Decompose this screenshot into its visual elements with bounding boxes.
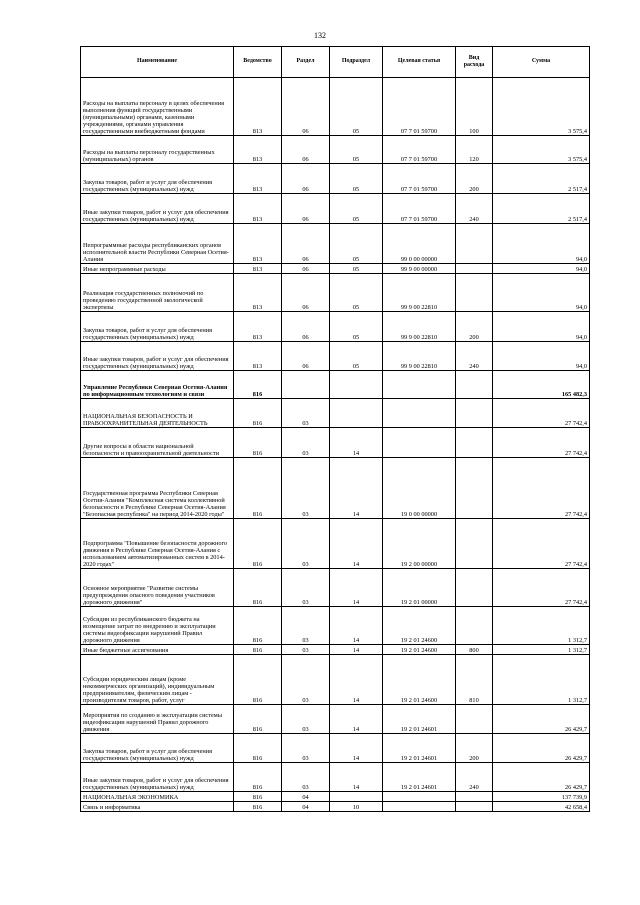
table-row — [81, 371, 590, 399]
row-amount: 2 517,4 — [493, 194, 590, 224]
row-subsection: 05 — [330, 194, 383, 224]
row-target-item: 19 2 01 24601 — [383, 763, 456, 792]
row-name: Иные закупки товаров, работ и услуг для обеспечения государственных (муниципальных) нужд — [81, 763, 234, 792]
row-expense-type: 200 — [456, 734, 493, 763]
row-subsection — [330, 371, 383, 399]
row-expense-type: 810 — [456, 655, 493, 705]
row-section — [282, 371, 330, 399]
row-section: 03 — [282, 734, 330, 763]
row-subsection: 14 — [330, 428, 383, 458]
row-section: 06 — [282, 136, 330, 164]
row-expense-type: 200 — [456, 312, 493, 342]
row-department: 816 — [234, 569, 282, 607]
row-target-item: 99 9 00 22810 — [383, 312, 456, 342]
row-target-item: 99 9 00 22810 — [383, 274, 456, 312]
row-name: НАЦИОНАЛЬНАЯ БЕЗОПАСНОСТЬ И ПРАВООХРАНИТЕЛЬНАЯ ДЕЯТЕЛЬНОСТЬ — [81, 399, 234, 428]
row-subsection: 14 — [330, 458, 383, 519]
row-name: Закупка товаров, работ и услуг для обеспечения государственных (муниципальных) нужд — [81, 164, 234, 194]
row-name: Иные бюджетные ассигнования — [81, 645, 234, 655]
header-department: Ведомство — [234, 47, 282, 78]
table-header — [81, 47, 590, 78]
row-expense-type: 100 — [456, 78, 493, 136]
row-section: 03 — [282, 569, 330, 607]
row-name: Государственная программа Республики Северная Осетия-Алания "Комплексная система коллективной безопасности в Республике Северная Осетия-Алания "Безопасная республика" на период 2014-2020 годы" — [81, 458, 234, 519]
row-subsection: 05 — [330, 342, 383, 371]
row-amount: 94,0 — [493, 274, 590, 312]
row-section: 04 — [282, 802, 330, 812]
row-target-item: 19 2 01 24600 — [383, 607, 456, 645]
row-amount: 26 429,7 — [493, 705, 590, 734]
row-section: 06 — [282, 342, 330, 371]
row-department: 816 — [234, 763, 282, 792]
row-name: Другие вопросы в области национальной безопасности и правоохранительной деятельности — [81, 428, 234, 458]
row-name: Реализация государственных полномочий по проведению государственной экологической экспертизы — [81, 274, 234, 312]
row-subsection: 05 — [330, 224, 383, 264]
row-subsection: 14 — [330, 645, 383, 655]
row-department: 813 — [234, 164, 282, 194]
table-row — [81, 399, 590, 428]
row-amount: 94,0 — [493, 224, 590, 264]
row-subsection: 14 — [330, 519, 383, 569]
row-expense-type — [456, 458, 493, 519]
row-amount: 165 482,3 — [493, 371, 590, 399]
row-department: 816 — [234, 458, 282, 519]
row-subsection — [330, 399, 383, 428]
row-expense-type — [456, 399, 493, 428]
page-number: 132 — [314, 31, 326, 40]
row-amount: 26 429,7 — [493, 734, 590, 763]
row-target-item — [383, 792, 456, 802]
table-row — [81, 792, 590, 802]
row-name: Расходы на выплаты персоналу государственных (муниципальных) органов — [81, 136, 234, 164]
table-row — [81, 224, 590, 264]
row-section: 03 — [282, 428, 330, 458]
row-department: 816 — [234, 645, 282, 655]
row-subsection: 14 — [330, 569, 383, 607]
row-subsection: 14 — [330, 607, 383, 645]
row-section: 06 — [282, 274, 330, 312]
row-name: Субсидии юридическим лицам (кроме некоммерческих организаций), индивидуальным предпринимателям, физическим лицам - производителям товаров, работ, услуг — [81, 655, 234, 705]
row-department: 813 — [234, 136, 282, 164]
row-department: 816 — [234, 399, 282, 428]
row-name: Иные непрограммные расходы — [81, 264, 234, 274]
row-subsection: 14 — [330, 655, 383, 705]
row-amount: 42 658,4 — [493, 802, 590, 812]
table-row — [81, 569, 590, 607]
row-amount: 27 742,4 — [493, 428, 590, 458]
table-row — [81, 763, 590, 792]
table-row — [81, 78, 590, 136]
header-subsection: Подраздел — [330, 47, 383, 78]
row-expense-type — [456, 224, 493, 264]
table-row — [81, 342, 590, 371]
table-row — [81, 607, 590, 645]
table-row — [81, 734, 590, 763]
row-department: 816 — [234, 734, 282, 763]
table-row — [81, 705, 590, 734]
row-section: 03 — [282, 645, 330, 655]
row-target-item: 19 2 00 00000 — [383, 519, 456, 569]
row-department: 816 — [234, 371, 282, 399]
table-row — [81, 428, 590, 458]
row-target-item: 99 9 00 00000 — [383, 264, 456, 274]
row-name: Закупка товаров, работ и услуг для обеспечения государственных (муниципальных) нужд — [81, 312, 234, 342]
row-department: 816 — [234, 705, 282, 734]
row-amount: 1 312,7 — [493, 655, 590, 705]
row-expense-type — [456, 802, 493, 812]
row-department: 813 — [234, 274, 282, 312]
row-target-item: 99 9 00 22810 — [383, 342, 456, 371]
row-expense-type — [456, 264, 493, 274]
row-expense-type: 240 — [456, 763, 493, 792]
row-expense-type — [456, 519, 493, 569]
row-expense-type: 200 — [456, 164, 493, 194]
row-expense-type: 240 — [456, 194, 493, 224]
table-row — [81, 802, 590, 812]
row-expense-type: 800 — [456, 645, 493, 655]
header-expense-type: Вид расхода — [456, 47, 493, 78]
header-target-item: Целевая статья — [383, 47, 456, 78]
table-row — [81, 194, 590, 224]
row-name: Связь и информатика — [81, 802, 234, 812]
header-amount: Сумма — [493, 47, 590, 78]
row-amount: 1 312,7 — [493, 645, 590, 655]
row-target-item: 07 7 01 59700 — [383, 194, 456, 224]
row-subsection: 05 — [330, 136, 383, 164]
row-target-item — [383, 802, 456, 812]
row-department: 816 — [234, 519, 282, 569]
row-target-item — [383, 428, 456, 458]
row-section: 03 — [282, 519, 330, 569]
row-department: 816 — [234, 802, 282, 812]
row-amount: 94,0 — [493, 342, 590, 371]
row-subsection — [330, 792, 383, 802]
row-expense-type — [456, 274, 493, 312]
table-row — [81, 136, 590, 164]
row-amount: 3 575,4 — [493, 78, 590, 136]
table-row — [81, 274, 590, 312]
row-expense-type — [456, 371, 493, 399]
row-department: 816 — [234, 428, 282, 458]
row-target-item: 19 2 01 24600 — [383, 655, 456, 705]
row-section: 03 — [282, 458, 330, 519]
row-amount: 27 742,4 — [493, 519, 590, 569]
row-target-item: 07 7 01 59700 — [383, 164, 456, 194]
row-amount: 94,0 — [493, 264, 590, 274]
row-section: 06 — [282, 194, 330, 224]
budget-table — [80, 46, 590, 812]
row-subsection: 14 — [330, 763, 383, 792]
row-amount: 1 312,7 — [493, 607, 590, 645]
row-expense-type: 240 — [456, 342, 493, 371]
row-section: 03 — [282, 655, 330, 705]
row-amount: 27 742,4 — [493, 569, 590, 607]
table-row — [81, 519, 590, 569]
row-target-item: 07 7 01 59700 — [383, 78, 456, 136]
row-expense-type — [456, 569, 493, 607]
table-row — [81, 312, 590, 342]
row-amount: 2 517,4 — [493, 164, 590, 194]
row-section: 06 — [282, 224, 330, 264]
row-amount: 137 739,9 — [493, 792, 590, 802]
row-subsection: 10 — [330, 802, 383, 812]
row-target-item: 19 2 01 24601 — [383, 705, 456, 734]
row-amount: 27 742,4 — [493, 399, 590, 428]
row-section: 03 — [282, 607, 330, 645]
row-department: 813 — [234, 264, 282, 274]
row-section: 04 — [282, 792, 330, 802]
row-target-item: 99 0 00 00000 — [383, 224, 456, 264]
row-name: Подпрограмма "Повышение безопасности дорожного движения в Республике Северная Осетия-Алания с использованием автоматизированных систем в 2014-2020 годах" — [81, 519, 234, 569]
row-target-item: 19 2 01 24601 — [383, 734, 456, 763]
row-subsection: 14 — [330, 705, 383, 734]
row-name: Основное мероприятие "Развитие системы предупреждения опасного поведения участников дорожного движения" — [81, 569, 234, 607]
row-amount: 27 742,4 — [493, 458, 590, 519]
row-expense-type: 120 — [456, 136, 493, 164]
table-row — [81, 264, 590, 274]
row-department: 813 — [234, 194, 282, 224]
header-name: Наименование — [81, 47, 234, 78]
row-subsection: 05 — [330, 312, 383, 342]
row-section: 03 — [282, 763, 330, 792]
row-department: 813 — [234, 78, 282, 136]
row-expense-type — [456, 607, 493, 645]
row-expense-type — [456, 792, 493, 802]
row-section: 06 — [282, 164, 330, 194]
row-target-item — [383, 371, 456, 399]
row-amount: 26 429,7 — [493, 763, 590, 792]
row-section: 03 — [282, 399, 330, 428]
row-name: Управление Республики Северная Осетия-Алания по информационным технологиям и связи — [81, 371, 234, 399]
row-subsection: 05 — [330, 274, 383, 312]
row-expense-type — [456, 705, 493, 734]
row-department: 816 — [234, 792, 282, 802]
row-target-item: 19 0 00 00000 — [383, 458, 456, 519]
row-amount: 94,0 — [493, 312, 590, 342]
row-department: 816 — [234, 607, 282, 645]
row-name: Расходы на выплаты персоналу в целях обеспечения выполнения функций государственными (муниципальными) органами, казенными учреждениями, органами управления государственными внебюджетными фондами — [81, 78, 234, 136]
row-expense-type — [456, 428, 493, 458]
row-department: 813 — [234, 342, 282, 371]
row-department: 813 — [234, 224, 282, 264]
row-department: 813 — [234, 312, 282, 342]
row-name: Иные закупки товаров, работ и услуг для обеспечения государственных (муниципальных) нужд — [81, 342, 234, 371]
table-row — [81, 164, 590, 194]
row-section: 06 — [282, 78, 330, 136]
row-name: Непрограммные расходы республиканских органов исполнительной власти Республики Северная Осетия-Алания — [81, 224, 234, 264]
row-section: 03 — [282, 705, 330, 734]
row-target-item: 19 2 01 24600 — [383, 645, 456, 655]
row-amount: 3 575,4 — [493, 136, 590, 164]
row-subsection: 05 — [330, 164, 383, 194]
row-name: Мероприятия по созданию и эксплуатации системы видеофиксации нарушений Правил дорожного движения — [81, 705, 234, 734]
row-section: 06 — [282, 312, 330, 342]
table-row — [81, 645, 590, 655]
row-subsection: 14 — [330, 734, 383, 763]
row-name: Субсидии из республиканского бюджета на возмещение затрат по внедрению и эксплуатации системы видеофиксации нарушений Правил дорожного движения — [81, 607, 234, 645]
row-target-item: 07 7 01 59700 — [383, 136, 456, 164]
table-row — [81, 458, 590, 519]
row-name: Иные закупки товаров, работ и услуг для обеспечения государственных (муниципальных) нужд — [81, 194, 234, 224]
header-section: Раздел — [282, 47, 330, 78]
row-target-item — [383, 399, 456, 428]
row-section: 06 — [282, 264, 330, 274]
table-row — [81, 655, 590, 705]
row-name: Закупка товаров, работ и услуг для обеспечения государственных (муниципальных) нужд — [81, 734, 234, 763]
row-department: 816 — [234, 655, 282, 705]
row-name: НАЦИОНАЛЬНАЯ ЭКОНОМИКА — [81, 792, 234, 802]
row-target-item: 19 2 01 00000 — [383, 569, 456, 607]
row-subsection: 05 — [330, 264, 383, 274]
row-subsection: 05 — [330, 78, 383, 136]
